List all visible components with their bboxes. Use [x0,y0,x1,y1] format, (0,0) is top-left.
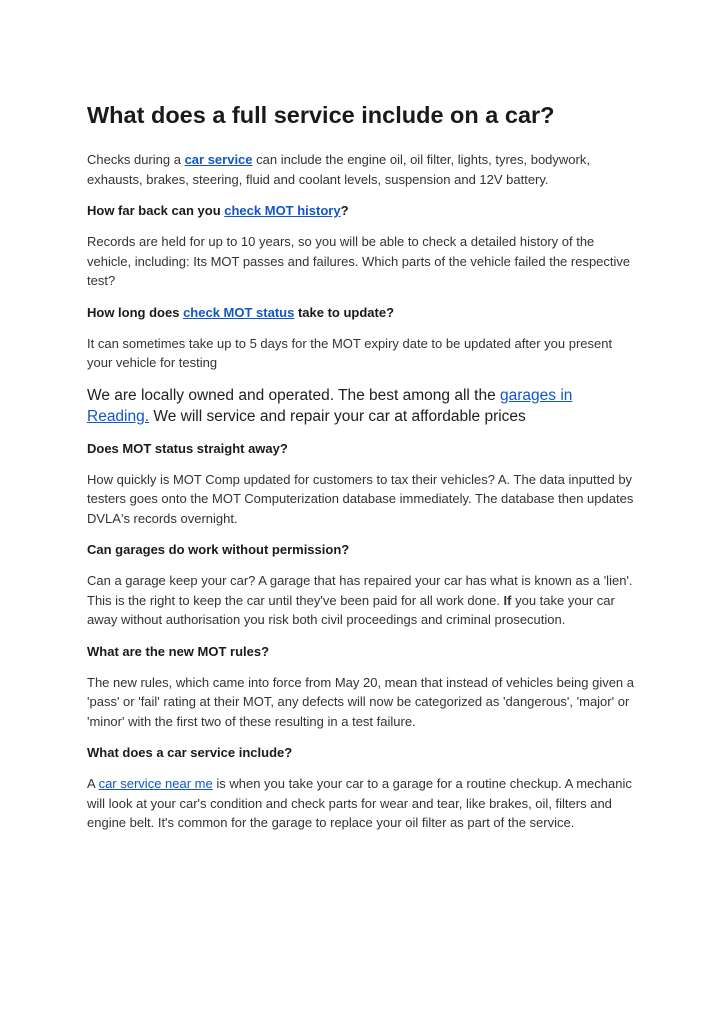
permission-paragraph: Can a garage keep your car? A garage that has repaired your car has what is known as a 'lien'. This is the right to keep the car until they've been paid for all work done. If you take your car away without authorisation you risk both civil proceedings and criminal prosecution. [87,573,633,627]
straight-away-paragraph: How quickly is MOT Comp updated for customers to tax their vehicles? A. The data inputted by testers goes onto the MOT Computerization database immediately. The database then updates DVLA's records overnight. [87,471,634,526]
intro-paragraph: Checks during a car service can include the engine oil, oil filter, lights, tyres, bodywork, exhausts, brakes, steering, fluid and coolant levels, suspension and 12V battery. [87,152,590,187]
service-include-heading: What does a car service include? [87,745,293,760]
mot-history-heading: How far back can you check MOT history? [87,203,349,218]
mot-status-heading: How long does check MOT status take to update? [87,304,395,320]
garages-in-reading-link[interactable]: garages in Reading. [87,386,573,425]
straight-away-heading: Does MOT status straight away? [87,440,288,456]
permission-heading: Can garages do work without permission? [87,542,350,557]
check-mot-status-link[interactable]: check MOT status [183,304,295,320]
new-rules-heading: What are the new MOT rules? [87,643,270,659]
promo-paragraph: We are locally owned and operated. The best among all the garages in Reading. We will service and repair your car at affordable prices [87,386,573,425]
car-service-near-me-link[interactable]: car service near me [98,776,213,791]
page-title: What does a full service include on a car? [87,102,555,128]
article-content [87,100,637,833]
mot-history-paragraph: Records are held for up to 10 years, so you will be able to check a detailed history of the vehicle, including: Its MOT passes and failures. Which parts of the vehicle failed the respective test? [87,234,631,288]
mot-status-paragraph: It can sometimes take up to 5 days for the MOT expiry date to be updated after you present your vehicle for testing [87,335,613,370]
service-include-paragraph: A car service near me is when you take your car to a garage for a routine checkup. A mechanic will look at your car's condition and check parts for wear and tear, like brakes, oil, filters and engine belt. It's common for the garage to replace your oil filter as part of the service. [87,776,632,830]
new-rules-paragraph: The new rules, which came into force from May 20, mean that instead of vehicles being given a 'pass' or 'fail' rating at their MOT, any defects will now be categorized as 'dangerous', 'major' or 'minor' with the first two of these resulting in a test failure. [87,674,635,729]
check-mot-history-link[interactable]: check MOT history [224,203,341,218]
car-service-link[interactable]: car service [184,152,253,167]
